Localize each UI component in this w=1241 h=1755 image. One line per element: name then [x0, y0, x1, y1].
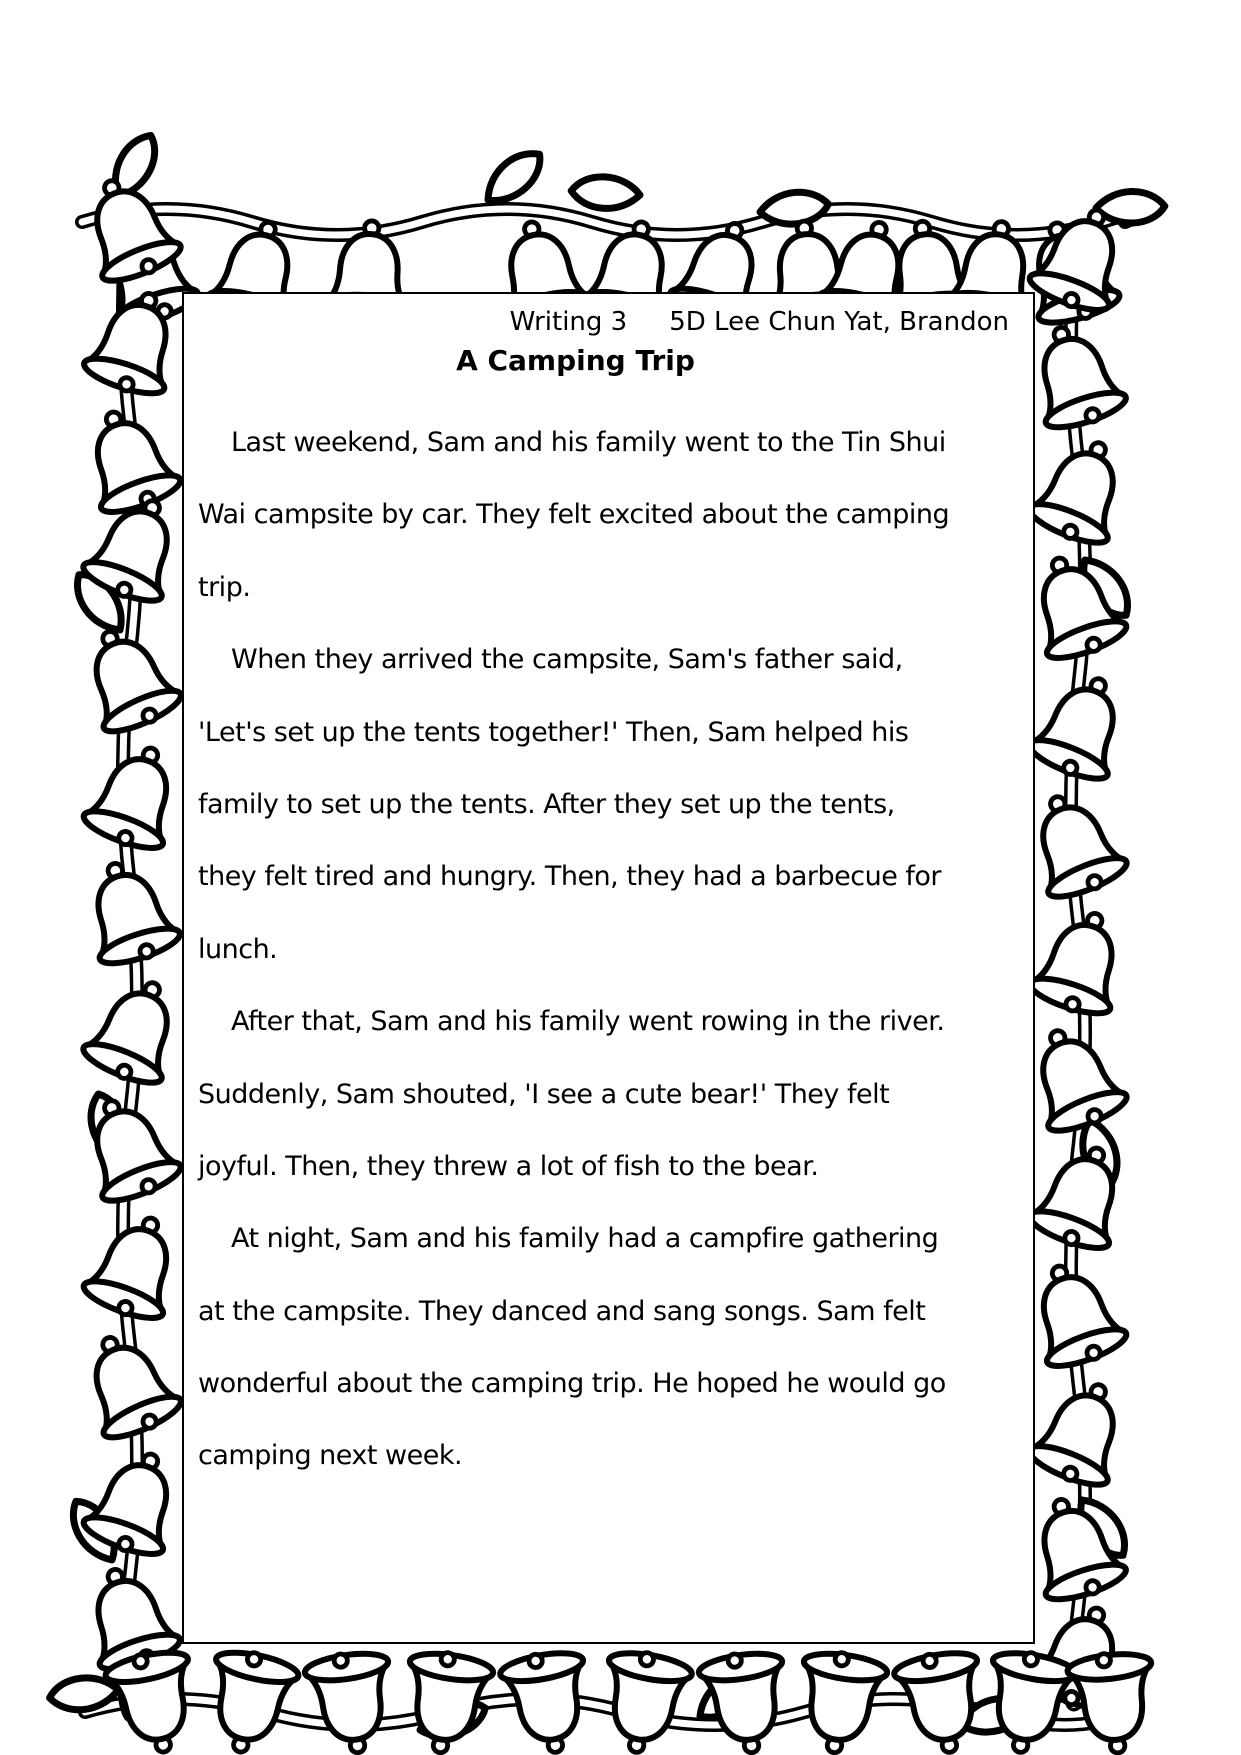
course-label: Writing 3	[509, 307, 628, 337]
paragraph	[198, 986, 1009, 1203]
paragraph-line: camping next week.	[198, 1440, 463, 1472]
paragraph-line: joyful. Then, they threw a lot of fish to the bear.	[198, 1150, 819, 1182]
paragraph-line: At night, Sam and his family had a campfire gathering	[231, 1223, 939, 1255]
paragraph-line: Last weekend, Sam and his family went to the Tin Shui	[231, 427, 946, 458]
leaf-icon	[759, 179, 830, 236]
paragraph-line: Suddenly, Sam shouted, 'I see a cute bear!' They felt	[198, 1078, 890, 1110]
paragraph-line: Wai campsite by car. They felt excited about the camping	[198, 499, 950, 531]
essay-body	[198, 407, 1009, 1493]
paragraph	[198, 1203, 1009, 1493]
bell-icon	[79, 1204, 192, 1327]
leaf-icon	[479, 151, 548, 204]
paragraph-line: trip.	[198, 571, 251, 603]
bell-icon	[303, 1648, 400, 1755]
student-name-label: 5D Lee Chun Yat, Brandon	[669, 307, 1009, 337]
paragraph-line: When they arrived the campsite, Sam's father said,	[231, 644, 903, 676]
paragraph-line: family to set up the tents. After they set up the tents,	[198, 788, 895, 820]
essay-title: A Camping Trip	[456, 344, 695, 377]
worksheet-page	[182, 292, 1035, 1644]
paragraph	[198, 624, 1009, 986]
page-header	[198, 307, 1009, 337]
paragraph-line: After that, Sam and his family went rowing in the river.	[231, 1006, 945, 1038]
paragraph-line: at the campsite. They danced and sang songs. Sam felt	[198, 1295, 926, 1327]
paragraph-line: they felt tired and hungry. Then, they had a barbecue for	[198, 861, 942, 893]
paragraph-line: lunch.	[198, 933, 278, 965]
paragraph-line: wonderful about the camping trip. He hoped he would go	[198, 1368, 946, 1400]
paragraph-line: 'Let's set up the tents together!' Then, Sam helped his	[198, 716, 909, 748]
bell-icon	[79, 734, 192, 857]
paragraph	[198, 407, 1009, 624]
